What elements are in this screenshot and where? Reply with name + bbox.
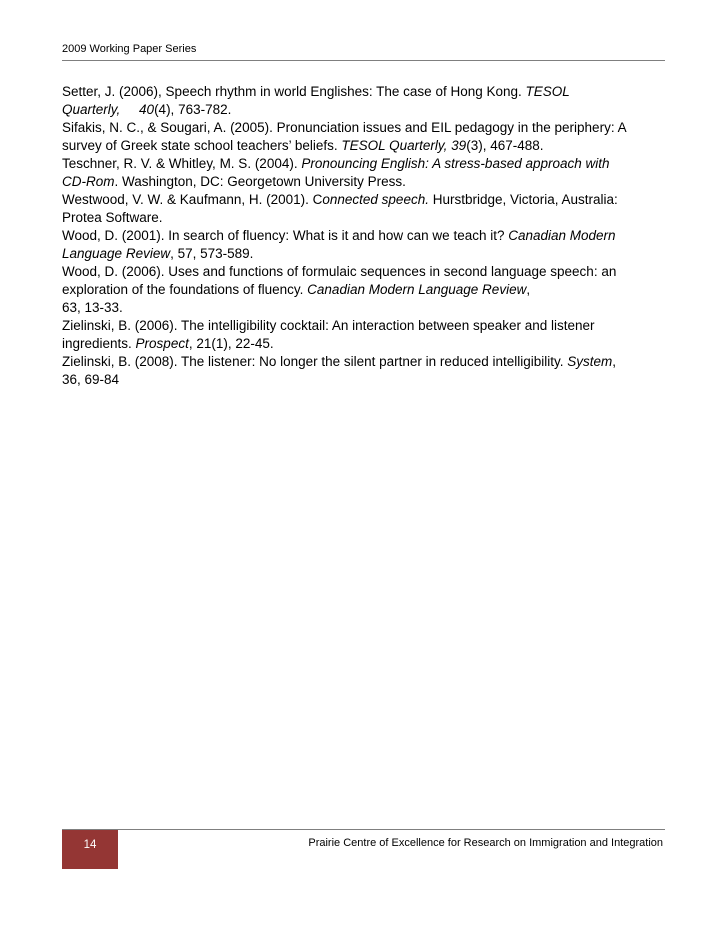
reference-text: Setter, J. (2006), Speech rhythm in world Englishes: The case of Hong Kong. (62, 84, 526, 99)
reference-text (120, 102, 139, 117)
reference-text: Zielinski, B. (2008). The listener: No longer the silent partner in reduced intelligibility. (62, 354, 568, 369)
reference-text: Teschner, R. V. & Whitley, M. S. (2004). (62, 156, 302, 171)
reference-text: , 21(1), 22-45. (188, 336, 274, 351)
footer-divider (62, 829, 665, 830)
italic-text: Pronouncing English: A stress-based approach with (301, 156, 610, 171)
reference-text: (4), 763-782. (154, 102, 232, 117)
reference-text: . Washington, DC: Georgetown University Press. (114, 174, 406, 189)
reference-line (62, 173, 672, 191)
reference-text: Hurstbridge, Victoria, Australia: (428, 192, 618, 207)
reference-text: 63, 13-33. (62, 300, 123, 315)
reference-entry (62, 191, 672, 227)
italic-text: Quarterly, (62, 102, 121, 117)
italic-text: System (567, 354, 613, 369)
reference-entry (62, 317, 672, 353)
reference-line (62, 299, 672, 317)
page-number: 14 (83, 839, 97, 851)
italic-text: CD-Rom (62, 174, 115, 189)
reference-text: , 57, 573-589. (170, 246, 254, 261)
italic-text: 40 (139, 102, 155, 117)
reference-line (62, 263, 672, 281)
italic-text: TESOL Quarterly, 39 (341, 138, 467, 153)
reference-entry (62, 83, 672, 119)
italic-text: TESOL (525, 84, 570, 99)
reference-line (62, 317, 672, 335)
reference-entry (62, 353, 672, 389)
reference-line (62, 191, 672, 209)
reference-line (62, 335, 672, 353)
reference-text: Westwood, V. W. & Kaufmann, H. (2001). C (62, 192, 323, 207)
reference-line (62, 119, 672, 137)
reference-line (62, 155, 672, 173)
reference-line (62, 371, 672, 389)
reference-entry (62, 155, 672, 191)
reference-text: 36, 69-84 (62, 372, 120, 387)
reference-text: exploration of the foundations of fluency. (62, 282, 308, 297)
reference-line (62, 209, 672, 227)
header-divider (62, 60, 665, 61)
italic-text: onnected speech. (322, 192, 429, 207)
reference-line (62, 227, 672, 245)
footer-organization: Prairie Centre of Excellence for Research on Immigration and Integration (308, 837, 663, 849)
running-header: 2009 Working Paper Series (62, 43, 197, 55)
reference-text: , (526, 282, 531, 297)
reference-text: Zielinski, B. (2006). The intelligibility cocktail: An interaction between speaker and listener (62, 318, 595, 333)
reference-line (62, 83, 672, 101)
reference-entry (62, 263, 672, 317)
reference-entry (62, 119, 672, 155)
reference-text: ingredients. (62, 336, 136, 351)
reference-text: Wood, D. (2006). Uses and functions of formulaic sequences in second language speech: an (62, 264, 617, 279)
reference-entry (62, 227, 672, 263)
reference-line (62, 281, 672, 299)
reference-text: Sifakis, N. C., & Sougari, A. (2005). Pronunciation issues and EIL pedagogy in the periphery: A (62, 120, 627, 135)
italic-text: Prospect (135, 336, 189, 351)
reference-text: , (612, 354, 617, 369)
reference-text: Wood, D. (2001). In search of fluency: What is it and how can we teach it? (62, 228, 509, 243)
reference-line (62, 101, 672, 119)
reference-text: Protea Software. (62, 210, 163, 225)
reference-text: survey of Greek state school teachers’ beliefs. (62, 138, 342, 153)
reference-line (62, 353, 672, 371)
reference-list (62, 83, 672, 389)
italic-text: Canadian Modern (508, 228, 616, 243)
italic-text: Canadian Modern Language Review (307, 282, 527, 297)
reference-line (62, 137, 672, 155)
reference-text: (3), 467-488. (466, 138, 544, 153)
reference-line (62, 245, 672, 263)
page-number-box (62, 830, 118, 869)
italic-text: Language Review (62, 246, 171, 261)
